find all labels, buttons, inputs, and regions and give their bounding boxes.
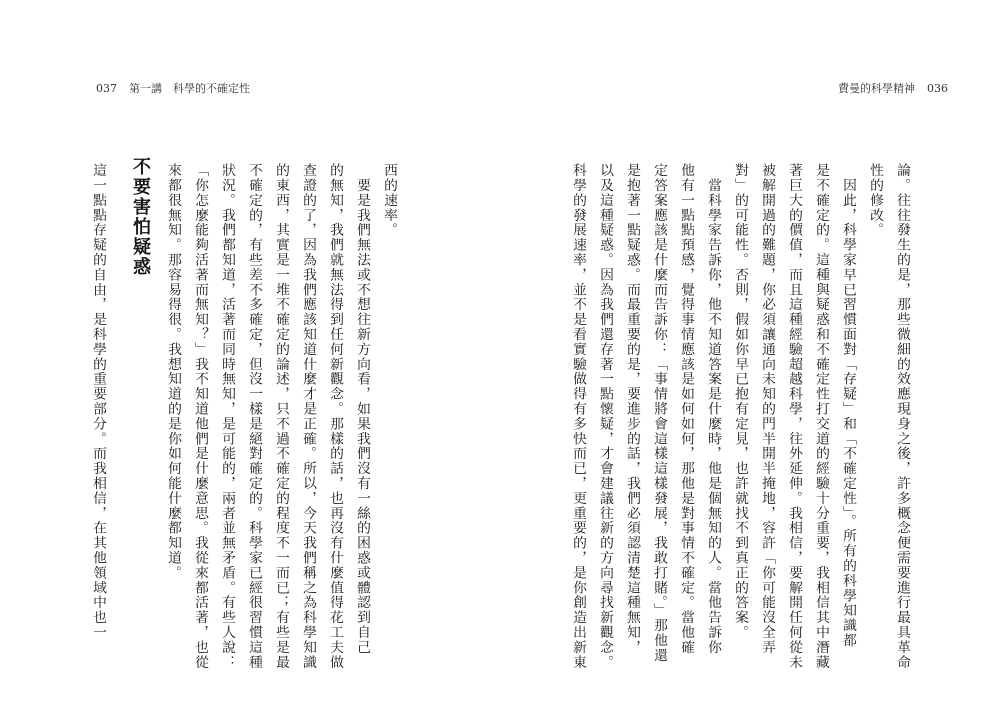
right-page-line-12: 以及這種疑惑。因為我們還存著一點懷疑，才會建議往新的方向尋找新觀念。: [597, 163, 613, 670]
left-page-line-8: 「你怎麼能夠活著而無知？」我不知道他們是什麼意思。我從來都活著，也從: [192, 163, 208, 670]
right-page-line-13: 科學的發展速率，並不是看實驗做得有多快而已，更重要的，是你創造出新東: [570, 163, 586, 670]
right-running-title: 費曼的科學精神: [838, 82, 915, 95]
left-running-title: 第一講 科學的不確定性: [129, 82, 250, 95]
right-page-line-10: 定答案應該是什麼而告訴你：「事情將會這樣這樣發展，我敢打賭。」那他還: [651, 163, 667, 663]
header-right: [838, 80, 948, 96]
left-page-line-1: 西的速率。: [381, 163, 397, 238]
left-page-line-4: 查證的了，因為我們應該知道什麼才是正確。所以，今天我們稱之為科學知識: [300, 163, 316, 670]
left-page-line-10: 這一點點存疑的自由，是科學的重要部分。而我相信，在其他領域中也一: [90, 163, 106, 640]
right-page-line-11: 是抱著一點疑惑。而最重要的是，要進步的話，我們必須認清楚這種無知，: [624, 163, 640, 655]
left-page-line-6: 不確定的，有些差不多確定，但沒一樣是絕對確定的。科學家已經很習慣這種: [246, 163, 262, 670]
left-page-line-3: 的無知，我們就無法得到任何新觀念。那樣的話，也再沒有什麼值得花工夫做: [327, 163, 343, 670]
right-page-line-9: 他有一點點預感，覺得事情應該是如何如何，那他是對事情不確定。當他確: [678, 163, 694, 655]
right-page-line-3: 因此，科學家早已習慣面對「存疑」和「不確定性」。所有的科學知識都: [840, 163, 856, 648]
right-page-number: 036: [927, 82, 948, 95]
right-page-line-8: 當科學家告訴你，他不知道答案是什麼時，他是個無知的人。當他告訴你: [705, 163, 721, 655]
left-page-line-2: 要是我們無法或不想往新方向看，如果我們沒有一絲的困惑或體認到自己: [354, 163, 370, 655]
left-page-line-7: 狀況。我們都知道，活著而同時無知，是可能的，兩者並無矛盾。有些人說：: [219, 163, 235, 670]
right-page-line-2: 性的修改。: [867, 163, 883, 238]
left-page-line-5: 的東西，其實是一堆不確定的論述，只不過不確定的程度不一而已；有些是最: [273, 163, 289, 670]
right-page-line-4: 是不確定的。這種與疑惑和不確定性打交道的經驗十分重要，我相信其中潛藏: [813, 163, 829, 670]
header-left: [96, 80, 250, 96]
right-page-line-1: 論。往往發生的是，那些微細的效應現身之後，許多概念便需要進行最具革命: [894, 163, 910, 670]
left-page-number: 037: [96, 82, 117, 95]
right-page-line-5: 著巨大的價值，而且這種經驗超越科學，往外延伸。我相信，要解開任何從未: [786, 163, 802, 670]
section-heading: 不要害怕疑惑: [130, 157, 151, 277]
left-page-line-9: 來都很無知。那容易得很。我想知道的是你如何能什麼都知道。: [165, 163, 181, 581]
right-page-line-7: 對」的可能性。否則，假如你早已抱有定見，也許就找不到真正的答案。: [732, 163, 748, 640]
right-page-line-6: 被解開過的難題，你必須讓通向未知的門半開半掩地，容許「你可能沒全弄: [759, 163, 775, 655]
